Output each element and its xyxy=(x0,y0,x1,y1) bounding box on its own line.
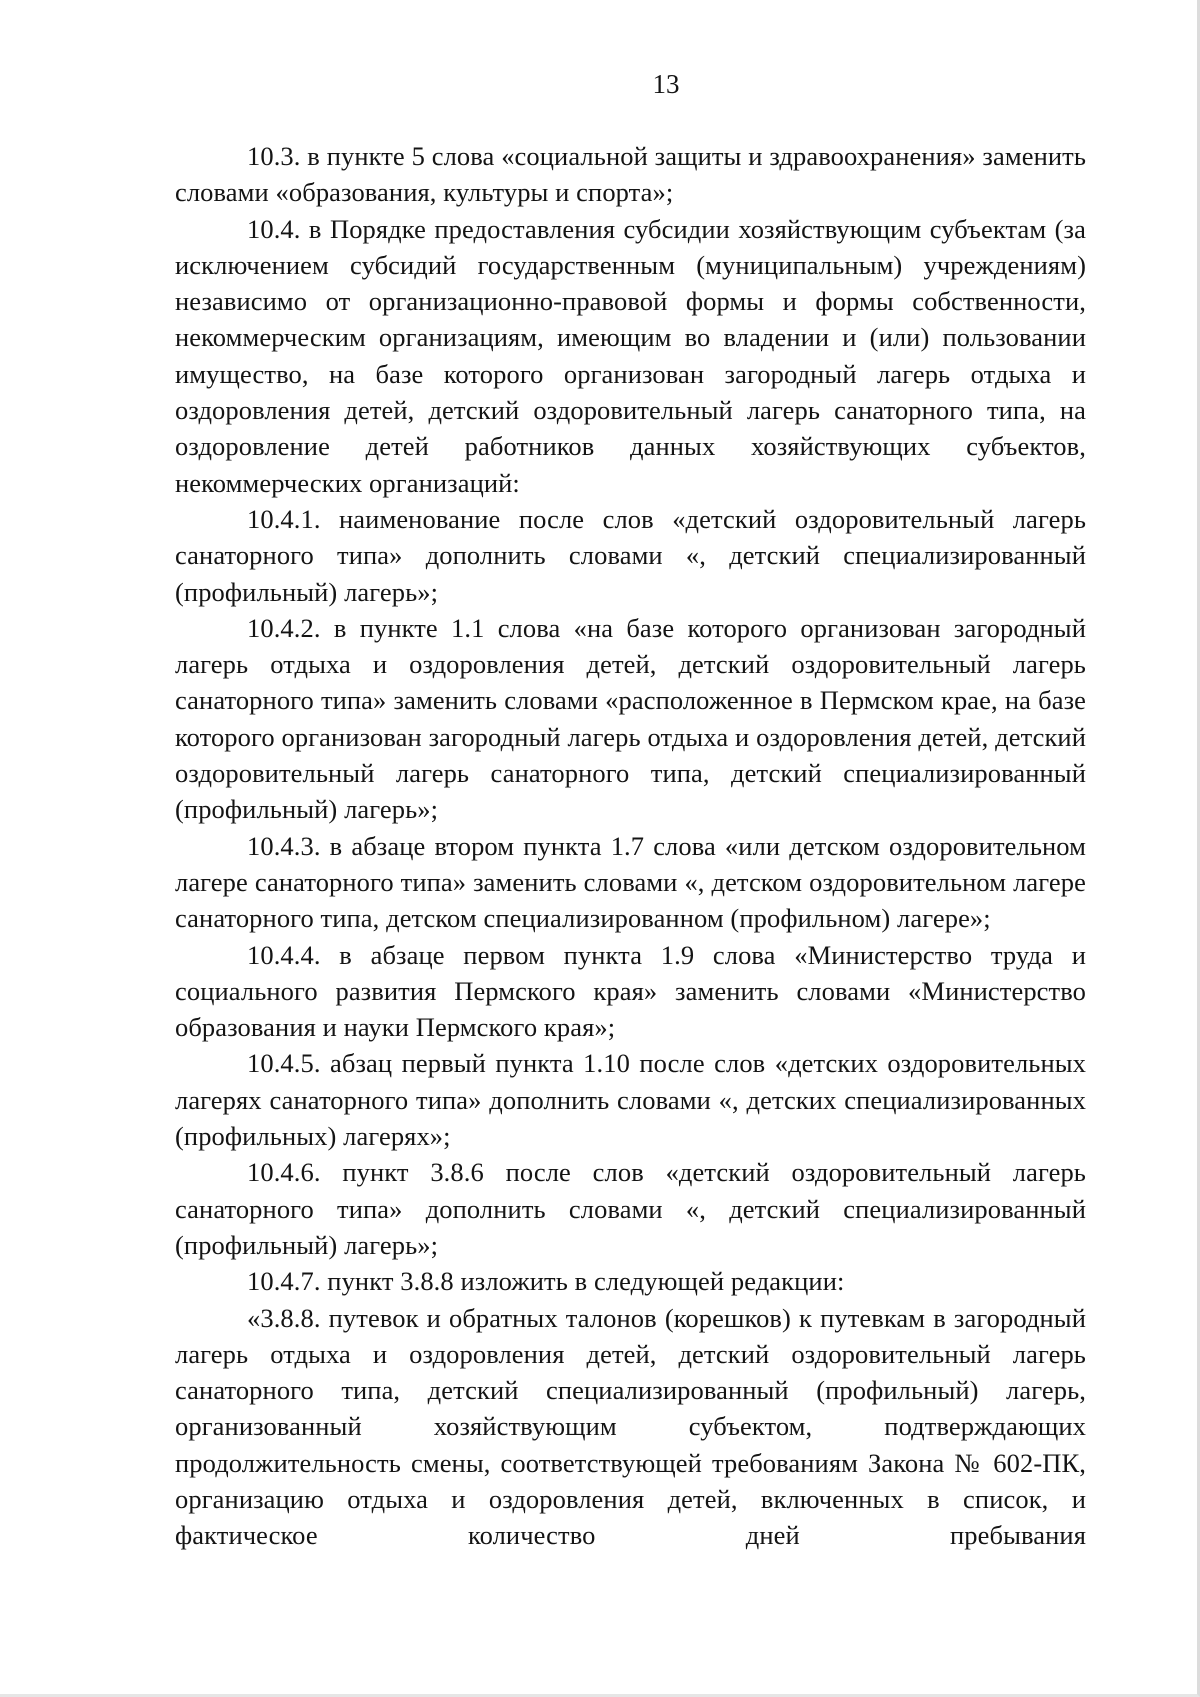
paragraph-10-4-2: 10.4.2. в пункте 1.1 слова «на базе которого организован загородный лагерь отдыха и оздоровления детей, детский оздоровительный лагерь санаторного типа» заменить словами «расположенное в Пермском крае, на базе которого организован загородный лагерь отдыха и оздоровления детей, детский оздоровительный лагерь санаторного типа, детский специализированный (профильный) лагерь»; xyxy=(175,612,1086,825)
paragraph-10-4-6: 10.4.6. пункт 3.8.6 после слов «детский оздоровительный лагерь санаторного типа» дополнить словами «, детский специализированный (профильный) лагерь»; xyxy=(175,1157,1086,1260)
paragraph-10-4-4: 10.4.4. в абзаце первом пункта 1.9 слова «Министерство труда и социального развития Пермского края» заменить словами «Министерство образования и науки Пермского края»; xyxy=(175,939,1086,1043)
paragraph-10-3: 10.3. в пункте 5 слова «социальной защиты и здравоохранения» заменить словами «образования, культуры и спорта»; xyxy=(175,141,1086,208)
paragraph-10-4-3: 10.4.3. в абзаце втором пункта 1.7 слова «или детском оздоровительном лагере санаторного типа» заменить словами «, детском оздоровительном лагере санаторного типа, детском специализированном (профильном) лагере»; xyxy=(175,830,1086,934)
paragraph-10-4: 10.4. в Порядке предоставления субсидии хозяйствующим субъектам (за исключением субсидий государственным (муниципальным) учреждениям) независимо от организационно-правовой формы и формы собственности, некоммерческим организациям, имеющим во владении и (или) пользовании имущество, на базе которого организован загородный лагерь отдыха и оздоровления детей, детский оздоровительный лагерь санаторного типа, на оздоровление детей работников данных хозяйствующих субъектов, некоммерческих организаций: xyxy=(175,213,1086,498)
paragraph-10-4-7: 10.4.7. пункт 3.8.8 изложить в следующей редакции: xyxy=(247,1266,845,1297)
paragraph-3-8-8-quote: «3.8.8. путевок и обратных талонов (корешков) к путевкам в загородный лагерь отдыха и оздоровления детей, детский оздоровительный лагерь санаторного типа, детский специализированный (профильный) лагерь, организованный хозяйствующим субъектом, подтверждающих продолжительность смены, соответствующей требованиям Закона № 602-ПК, организацию отдыха и оздоровления детей, включенных в список, и фактическое количество дней пребывания xyxy=(175,1302,1086,1551)
page-number: 13 xyxy=(652,69,680,99)
paragraph-10-4-1: 10.4.1. наименование после слов «детский оздоровительный лагерь санаторного типа» дополнить словами «, детский специализированный (профильный) лагерь»; xyxy=(175,503,1086,607)
paragraph-10-4-5: 10.4.5. абзац первый пункта 1.10 после слов «детских оздоровительных лагерях санаторного типа» дополнить словами «, детских специализированных (профильных) лагерях»; xyxy=(175,1048,1086,1152)
document-body xyxy=(175,138,1086,1554)
